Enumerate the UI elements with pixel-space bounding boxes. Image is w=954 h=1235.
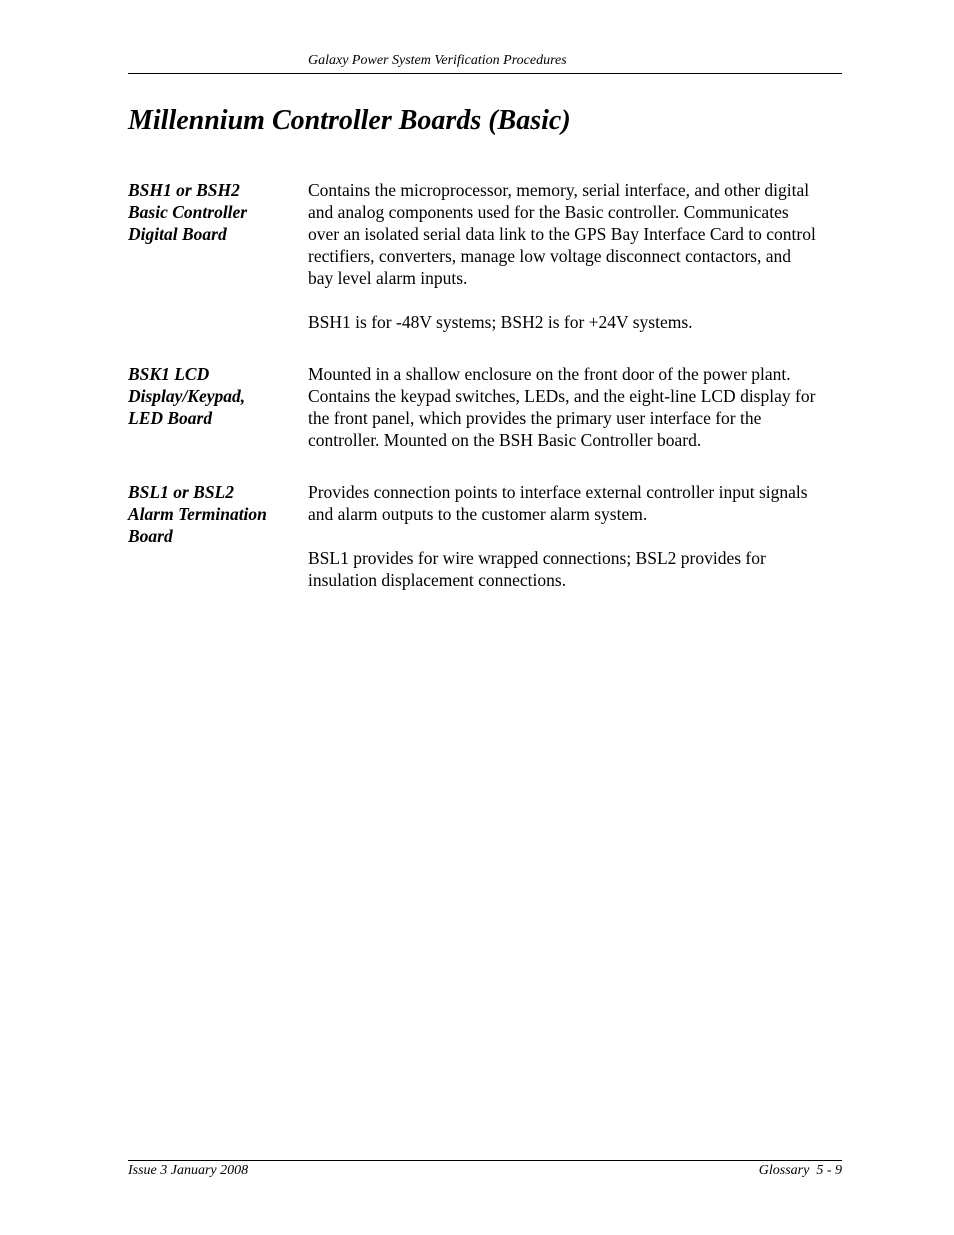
term-line: Alarm Termination bbox=[128, 504, 267, 524]
definition-paragraph bbox=[308, 311, 842, 333]
header-rule bbox=[128, 73, 842, 74]
text-line: BSH1 is for -48V systems; BSH2 is for +24V systems. bbox=[308, 312, 693, 332]
term-line: Digital Board bbox=[128, 224, 227, 244]
definition-paragraph bbox=[308, 363, 842, 451]
text-line: BSL1 provides for wire wrapped connections; BSL2 provides for bbox=[308, 548, 766, 568]
term-line: Display/Keypad, bbox=[128, 386, 246, 406]
text-line: over an isolated serial data link to the GPS Bay Interface Card to control bbox=[308, 224, 816, 244]
definition-bsk bbox=[308, 363, 842, 451]
footer-rule bbox=[128, 1160, 842, 1161]
term-line: BSK1 LCD bbox=[128, 364, 210, 384]
text-line: rectifiers, converters, manage low voltage disconnect contactors, and bbox=[308, 246, 792, 266]
definition-bsl bbox=[308, 481, 842, 591]
footer-page-number: Glossary 5 - 9 bbox=[758, 1163, 842, 1178]
text-line: insulation displacement connections. bbox=[308, 570, 567, 590]
text-line: and alarm outputs to the customer alarm system. bbox=[308, 504, 648, 524]
text-line: Provides connection points to interface external controller input signals bbox=[308, 482, 808, 502]
text-line: the front panel, which provides the primary user interface for the bbox=[308, 408, 762, 428]
page-title: Millennium Controller Boards (Basic) bbox=[128, 105, 571, 136]
text-line: Contains the microprocessor, memory, serial interface, and other digital bbox=[308, 180, 810, 200]
term-bsk bbox=[128, 363, 298, 429]
definition-paragraph bbox=[308, 179, 842, 289]
text-line: Mounted in a shallow enclosure on the front door of the power plant. bbox=[308, 364, 791, 384]
term-line: Basic Controller bbox=[128, 202, 248, 222]
text-line: controller. Mounted on the BSH Basic Controller board. bbox=[308, 430, 702, 450]
footer-issue-date: Issue 3 January 2008 bbox=[128, 1163, 249, 1178]
definition-paragraph bbox=[308, 547, 842, 591]
term-line: LED Board bbox=[128, 408, 213, 428]
definition-bsh bbox=[308, 179, 842, 333]
term-bsh bbox=[128, 179, 298, 245]
text-line: Contains the keypad switches, LEDs, and the eight-line LCD display for bbox=[308, 386, 816, 406]
term-line: BSL1 or BSL2 bbox=[128, 482, 234, 502]
term-line: Board bbox=[128, 526, 173, 546]
definition-paragraph bbox=[308, 481, 842, 525]
text-line: bay level alarm inputs. bbox=[308, 268, 468, 288]
text-line: and analog components used for the Basic controller. Communicates bbox=[308, 202, 789, 222]
term-line: BSH1 or BSH2 bbox=[128, 180, 240, 200]
term-bsl bbox=[128, 481, 298, 547]
running-header: Galaxy Power System Verification Procedures bbox=[308, 53, 567, 68]
